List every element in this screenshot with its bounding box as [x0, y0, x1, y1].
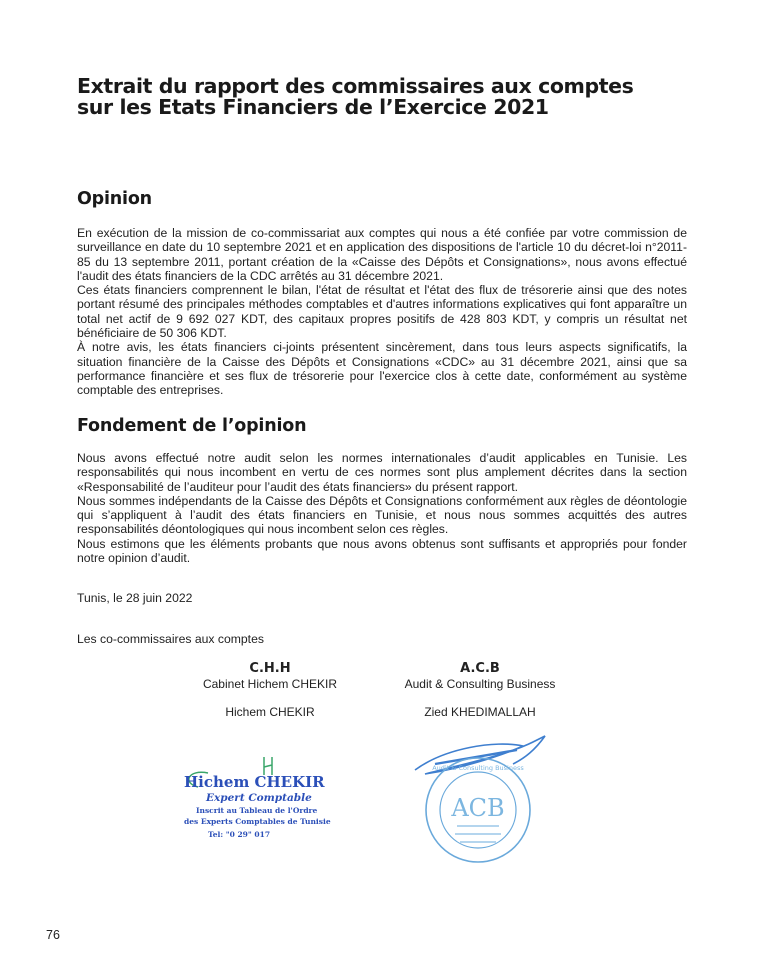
chekir-stamp-graphic [178, 755, 348, 845]
title-line-2: sur les Etats Financiers de l’Exercice 2021 [77, 95, 549, 119]
signatory-code: A.C.B [460, 661, 500, 676]
report-title [77, 76, 677, 118]
signatory-code: C.H.H [249, 661, 291, 676]
title-line-1: Extrait du rapport des commissaires aux comptes [77, 74, 634, 98]
stamp-title: Expert Comptable [206, 792, 312, 804]
signatory-person: Hichem CHEKIR [225, 705, 315, 719]
page-number: 76 [46, 928, 60, 942]
signatory-firm: Cabinet Hichem CHEKIR [202, 677, 338, 691]
opinion-paragraph-3: À notre avis, les états financiers ci-joints présentent sincèrement, dans tous leurs aspects significatifs, la situation financière de la Caisse des Dépôts et Consignations «CDC» au 31 décembre 2021, ainsi que sa performance financière et ses flux de trésorerie pour l'exercice clos à cette date, conformément au système comptable des entreprises. [77, 340, 687, 398]
signatories-intro: Les co-commissaires aux comptes [77, 632, 264, 646]
acb-stamp-graphic [405, 728, 555, 868]
section-heading-opinion: Opinion [77, 189, 152, 209]
basis-paragraph-1: Nous avons effectué notre audit selon les normes internationales d’audit applicables en Tunisie. Les responsabilités qui nous incombent en vertu de ces normes sont plus amplement décrites dans la section «Responsabilité de l’auditeur pour l’audit des états financiers» du présent rapport. [77, 451, 687, 494]
stamp-tel: Tel: "0 29" 017 [208, 830, 271, 839]
stamp-line-2: des Experts Comptables de Tunisie [184, 817, 331, 826]
place-date: Tunis, le 28 juin 2022 [77, 591, 193, 605]
stamp-name: Hichem CHEKIR [184, 773, 325, 791]
section-heading-basis: Fondement de l’opinion [77, 416, 307, 436]
opinion-paragraph-1: En exécution de la mission de co-commissariat aux comptes qui nous a été confiée par votre commission de surveillance en date du 10 septembre 2021 et en application des dispositions de l'article 10 du décret-loi n°2011-85 du 13 septembre 2011, portant création de la «Caisse des Dépôts et Consignations», nous avons effectué l'audit des états financiers de la CDC arrêtés au 31 décembre 2021. [77, 226, 687, 283]
basis-body [77, 451, 687, 565]
signatory-acb [370, 661, 590, 719]
opinion-body [77, 226, 687, 398]
basis-paragraph-3: Nous estimons que les éléments probants que nous avons obtenus sont suffisants et appropriés pour fonder notre opinion d’audit. [77, 536, 687, 566]
stamp-line-1: Inscrit au Tableau de l'Ordre [196, 806, 318, 815]
stamp-ring-text: Audit & Consulting Business [432, 764, 524, 772]
signatory-chh [160, 661, 380, 719]
signatory-person: Zied KHEDIMALLAH [424, 705, 536, 719]
stamp-logo: ACB [451, 794, 505, 822]
signatory-firm: Audit & Consulting Business [404, 677, 556, 691]
basis-paragraph-2: Nous sommes indépendants de la Caisse des Dépôts et Consignations conformément aux règles de déontologie qui s’appliquent à l’audit des états financiers en Tunisie, et nous nous sommes acquittés des autres responsabilités déontologiques qui nous incombent selon ces règles. [77, 493, 687, 537]
acb-stamp [405, 728, 555, 868]
opinion-paragraph-2: Ces états financiers comprennent le bilan, l'état de résultat et l'état des flux de trésorerie ainsi que des notes portant résumé des principales méthodes comptables et d'autres informations explicatives qui font apparaître un total net actif de 9 692 027 KDT, des capitaux propres positifs de 428 803 KDT, y compris un résultat net bénéficiaire de 50 306 KDT. [77, 283, 687, 341]
chekir-stamp [178, 755, 348, 845]
